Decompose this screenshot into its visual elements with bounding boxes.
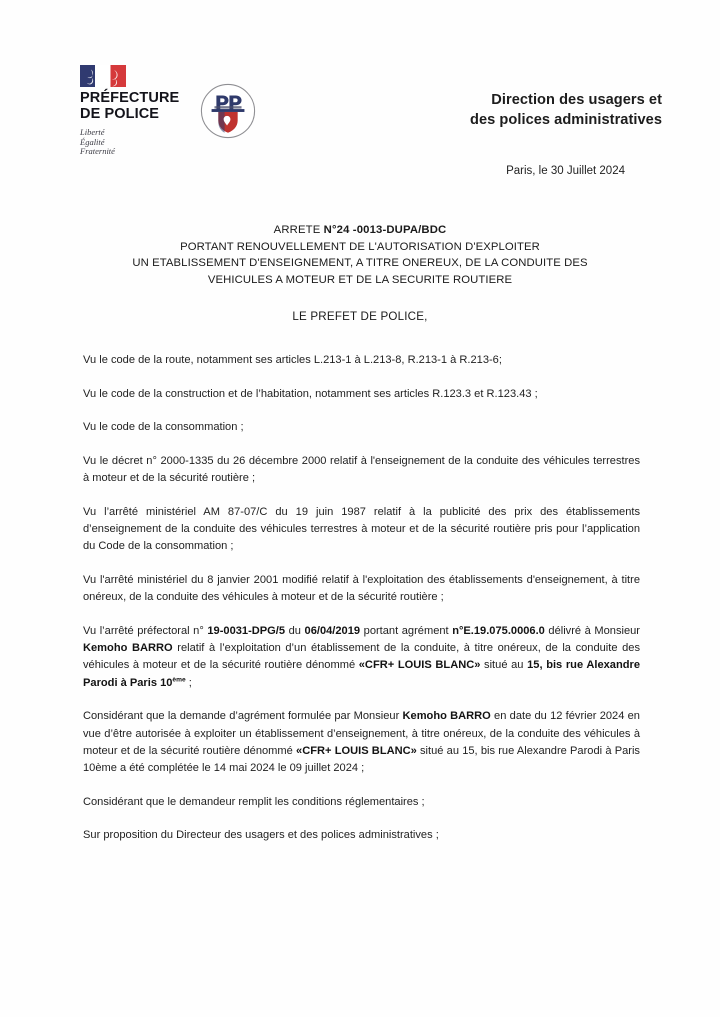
decree-number: N°24 -0013-DUPA/BDC <box>323 224 447 236</box>
recital-arrete-am-87-07: Vu l’arrêté ministériel AM 87-07/C du 19 juin 1987 relatif à la publicité des prix des établissements d’enseignement de la conduite des véhicules terrestres à moteur et de la sécurité routière pris pour l’application du Code de la consommation ; <box>83 506 640 553</box>
ap-arrete-date: 06/04/2019 <box>304 625 361 638</box>
direction-line-2: des polices administratives <box>470 112 662 128</box>
republic-motto <box>80 128 195 157</box>
cd-establishment-name: «CFR+ LOUIS BLANC» <box>296 744 417 757</box>
document-header <box>0 60 720 175</box>
decree-title-block <box>0 222 720 288</box>
direction-heading <box>362 90 662 130</box>
considerant-conditions-reglementaires: Considérant que le demandeur remplit les conditions réglementaires ; <box>83 795 425 808</box>
decree-title-prefix: ARRETE <box>273 224 324 236</box>
motto-egalite: Égalité <box>80 136 105 147</box>
recital-arrete-prefectoral <box>83 623 640 692</box>
prefecture-logo-block <box>80 65 195 157</box>
decree-title-line-1 <box>0 222 720 239</box>
prefecture-title-line1: PRÉFECTURE <box>80 90 180 106</box>
recital-code-consommation: Vu le code de la consommation ; <box>83 421 244 434</box>
recital-code-route: Vu le code de la route, notamment ses articles L.213-1 à L.213-8, R.213-1 à R.213-6; <box>83 354 502 366</box>
ap-seg-2: du <box>285 625 305 638</box>
motto-fraternite: Fraternité <box>80 146 115 156</box>
issuing-authority: LE PREFET DE POLICE, <box>292 310 428 323</box>
cd-seg-2: en date du 12 février 2024 en vue d’être autorisée à exploiter un établissement d’enseignement, à titre onéreux, de la conduite des véhicules à moteur et de la sécurité routière dénommé <box>83 710 640 757</box>
ap-seg-5: relatif à l’exploitation d’un établissement de la conduite, à titre onéreux, de la conduite des véhicules à moteur et de la sécurité routière dénommé <box>83 642 640 672</box>
french-republic-flag-icon <box>80 65 126 87</box>
ap-seg-6: situé au <box>480 659 528 672</box>
ap-address-arrondissement-suffix: ème <box>172 675 186 683</box>
cd-seg-3: situé au 15, bis rue Alexandre Parodi à Paris 10ème a été complétée le 14 mai 2024 le 09 juillet 2024 ; <box>83 744 640 774</box>
sur-proposition-directeur: Sur proposition du Directeur des usagers et des polices administratives ; <box>83 829 439 842</box>
prefecture-title <box>80 91 195 122</box>
direction-line-1: Direction des usagers et <box>491 92 662 108</box>
ap-seg-3: portant agrément <box>360 625 453 638</box>
ap-holder-name: Kemoho BARRO <box>83 642 173 655</box>
prefecture-de-police-seal-icon <box>199 82 257 140</box>
ap-address-text: 15, bis rue Alexandre Parodi à Paris 10 <box>83 659 641 689</box>
ap-establishment-name: «CFR+ LOUIS BLANC» <box>358 659 481 672</box>
decree-title-line-2: PORTANT RENOUVELLEMENT DE L'AUTORISATION D'EXPLOITER <box>180 240 540 253</box>
cd-seg-1: Considérant que la demande d’agrément formulée par Monsieur <box>83 710 403 723</box>
recital-code-construction: Vu le code de la construction et de l’habitation, notamment ses articles R.123.3 et R.123.43 ; <box>83 387 538 400</box>
ap-seg-4: délivré à Monsieur <box>544 625 641 638</box>
decree-body <box>83 352 640 861</box>
recital-arrete-8-janvier-2001: Vu l'arrêté ministériel du 8 janvier 2001 modifié relatif à l'exploitation des établissements d'enseignement, à titre onéreux, de la conduite des véhicules à moteur et de la sécurité routière ; <box>83 574 640 604</box>
ap-seg-7: ; <box>185 676 192 689</box>
motto-liberte: Liberté <box>80 127 105 137</box>
ap-agrement-number: n°E.19.075.0006.0 <box>452 625 545 638</box>
decree-title-line-4: VEHICULES A MOTEUR ET DE LA SECURITE ROUTIERE <box>207 273 513 286</box>
cd-applicant-name: Kemoho BARRO <box>402 710 491 723</box>
ap-arrete-number: 19-0031-DPG/5 <box>207 625 286 638</box>
place-and-date: Paris, le 30 Juillet 2024 <box>506 165 625 177</box>
recital-decret-2000-1335: Vu le décret n° 2000-1335 du 26 décembre 2000 relatif à l'enseignement de la conduite des véhicules terrestres à moteur et de la sécurité routière ; <box>83 455 640 485</box>
ap-seg-1: Vu l’arrêté préfectoral n° <box>83 625 208 638</box>
prefecture-title-line2: DE POLICE <box>80 105 160 122</box>
decree-title-line-3: UN ETABLISSEMENT D'ENSEIGNEMENT, A TITRE ONEREUX, DE LA CONDUITE DES <box>132 257 588 270</box>
considerant-demande-agrement <box>83 708 640 777</box>
